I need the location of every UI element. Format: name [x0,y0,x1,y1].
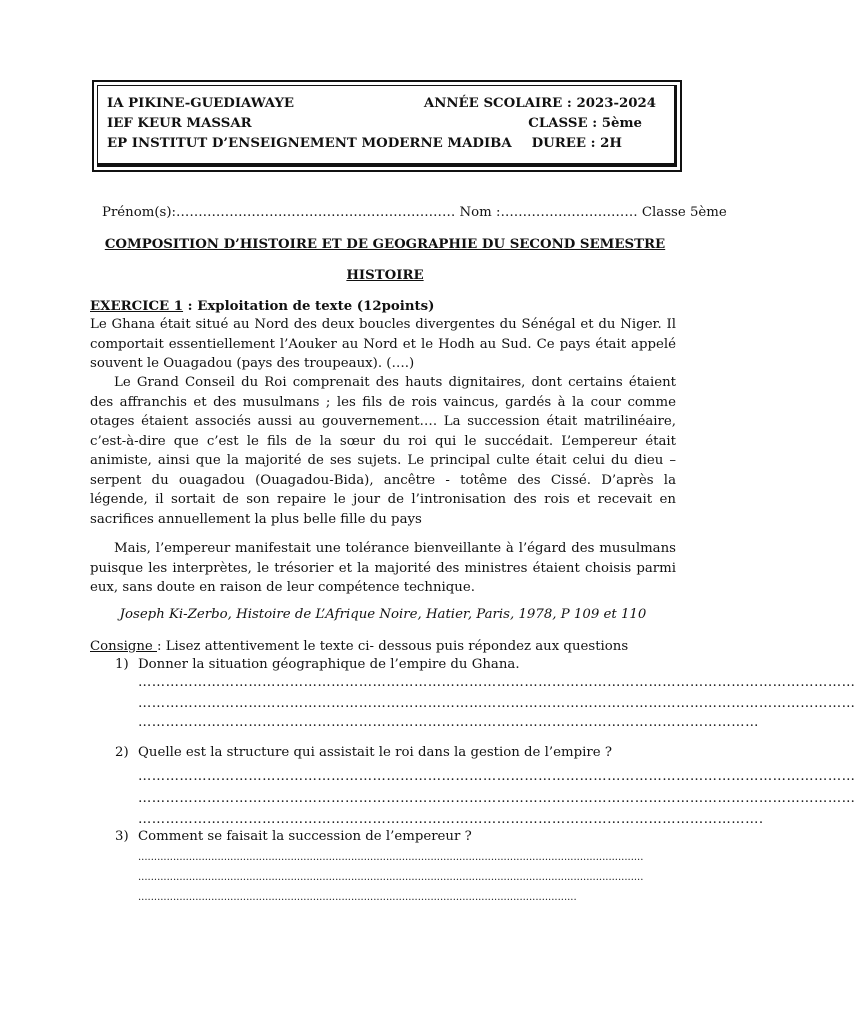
exercise-label: EXERCICE 1 [90,299,184,314]
header-class: CLASSE : 5ème [528,116,642,131]
consigne-label: Consigne [90,639,157,654]
header-row-2 [107,114,664,134]
question-1 [115,655,520,675]
question-2 [115,743,612,763]
header-school-name: EP INSTITUT D’ENSEIGNEMENT MODERNE MADIBA [107,136,512,151]
answer-line[interactable]: ………………………………………………………………………………………………………………………. [138,812,764,827]
answer-line[interactable]: ……………………………………………………………………………………………………………………… [138,715,759,730]
exercise-description: : Exploitation de texte (12points) [183,299,435,314]
question-1-text: Donner la situation géographique de l’empire du Ghana. [138,657,520,672]
answer-line[interactable]: ………………………………………………………………………………………………………………………………………… [138,696,855,711]
answer-line[interactable]: ............................................................................................................................................................... [138,852,644,863]
text-paragraph-3 [90,539,676,598]
question-3 [115,827,472,847]
answer-line[interactable]: ………………………………………………………………………………………………………………………………………… [138,769,855,784]
header-row-3 [107,134,664,154]
text-paragraph-2 [90,373,676,529]
header-inspection: IA PIKINE-GUEDIAWAYE [107,96,295,111]
header-inner-frame [97,85,677,167]
header-school-year: ANNÉE SCOLAIRE : 2023-2024 [423,96,656,111]
paragraph-2-text: Le Grand Conseil du Roi comprenait des hauts dignitaires, dont certains étaient des affranchis et des musulmans ; les fils de rois vaincus, gardés à la cour comme otages étaient associés aussi au gouvernement…. La succession était matrilinéaire, c’est-à-dire que c’est le fils de la sœur du roi qui le succédait. L’empereur était animiste, ainsi que la majorité de ses sujets. Le principal culte était celui du dieu – serpent du ouagadou (Ouagadou-Bida), ancêtre - totême des Cissé. D’après la légende, il sortait de son repaire le jour de l’intronisation des rois et recevait en sacrifices annuellement la plus belle fille du pays [90,375,676,527]
student-info-line: Prénom(s):……………………………………………………… Nom :……………….………… Classe 5ème [102,205,727,220]
consigne-line [90,637,628,657]
question-3-text: Comment se faisait la succession de l’empereur ? [138,829,472,844]
question-2-number: 2) [115,745,129,760]
header-row-1 [107,94,664,114]
question-1-number: 1) [115,657,129,672]
header-duration: DUREE : 2H [531,136,622,151]
answer-line[interactable]: ………………………………………………………………………………………………………………………………………… [138,675,855,690]
text-paragraph-1 [90,315,676,374]
answer-line[interactable]: .......................................................................................................................................... [138,892,577,903]
answer-line[interactable]: ………………………………………………………………………………………………………………………………………… [138,791,855,806]
exam-title: COMPOSITION D’HISTOIRE ET DE GEOGRAPHIE DU SECOND SEMESTRE [104,237,666,252]
section-title: HISTOIRE [346,268,424,283]
answer-line[interactable]: ............................................................................................................................................................... [138,872,644,883]
paragraph-1-text: Le Ghana était situé au Nord des deux boucles divergentes du Sénégal et du Niger. Il comportait essentiellement l’Aouker au Nord et le Hodh au Sud. Ce pays était appelé souvent le Ouagadou (pays des troupeaux). (….) [90,317,676,371]
header-ief: IEF KEUR MASSAR [107,116,252,131]
text-source-citation: Joseph Ki-Zerbo, Histoire de L’Afrique Noire, Hatier, Paris, 1978, P 109 et 110 [119,607,647,622]
consigne-text: : Lisez attentivement le texte ci- dessous puis répondez aux questions [157,639,629,654]
exercise-heading [90,297,434,317]
question-3-number: 3) [115,829,129,844]
header-box [92,80,682,172]
paragraph-3-text: Mais, l’empereur manifestait une tolérance bienveillante à l’égard des musulmans puisque les interprètes, le trésorier et la majorité des ministres étaient choisis parmi eux, sans doute en raison de leur compétence technique. [90,541,676,595]
question-2-text: Quelle est la structure qui assistait le roi dans la gestion de l’empire ? [138,745,612,760]
